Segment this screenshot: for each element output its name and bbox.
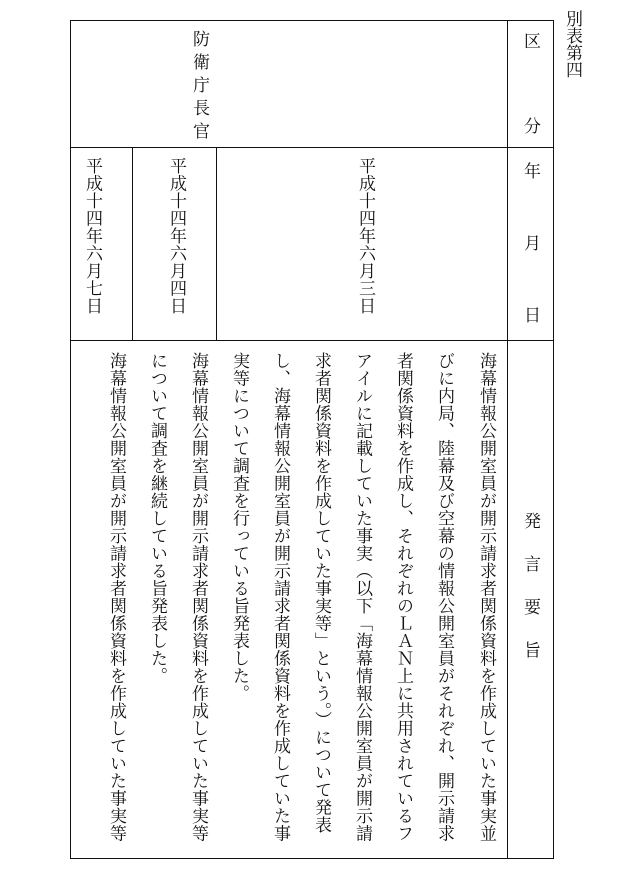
entry-1-line-3: 者関係資料を作成し、それぞれのＬＡＮ上に共用されているフ [393, 352, 413, 842]
entry-3-line-1: 海幕情報公開室員が開示請求者関係資料を作成していた事実等 [106, 352, 126, 842]
table-bottom-border [70, 858, 554, 859]
entry-1-line-2: びに内局、陸幕及び空幕の情報公開室員がそれぞれ、開示請求 [434, 352, 454, 842]
date-divider-1 [216, 147, 217, 340]
entry-1-line-7: 実等について調査を行っている旨発表した。 [229, 352, 249, 702]
date-row-divider [70, 340, 554, 341]
header-kubun-char-2: 分 [520, 117, 540, 134]
table-top-border [70, 20, 554, 21]
entry-date-3: 平成十四年六月七日 [82, 157, 102, 315]
entry-date-2: 平成十四年六月四日 [166, 157, 186, 315]
entry-2-line-2: について調査を継続している旨発表した。 [147, 352, 167, 685]
speaker-row-divider [70, 147, 554, 148]
entry-1-line-5: 求者関係資料を作成していた事実等」という。）について発表 [311, 352, 331, 834]
page-title: 別表第四 [562, 10, 582, 78]
table-left-border [70, 20, 71, 858]
entry-2-line-1: 海幕情報公開室員が開示請求者関係資料を作成していた事実等 [188, 352, 208, 842]
speaker-name: 防衛庁長官 [189, 30, 209, 145]
date-divider-2 [132, 147, 133, 340]
header-column-divider [507, 20, 508, 858]
entry-date-1: 平成十四年六月三日 [355, 157, 375, 315]
header-hatsugen-youshi: 発言要旨 [520, 512, 540, 684]
header-month-char: 月 [520, 234, 540, 251]
header-day-char: 日 [520, 306, 540, 323]
header-year-char: 年 [520, 162, 540, 179]
entry-1-line-1: 海幕情報公開室員が開示請求者関係資料を作成していた事実並 [476, 352, 496, 842]
entry-1-line-4: アイルに記載していた事実（以下「海幕情報公開室員が開示請 [352, 352, 372, 842]
header-kubun-char-1: 区 [520, 32, 540, 49]
table-right-border [553, 20, 554, 858]
entry-1-line-6: し、海幕情報公開室員が開示請求者関係資料を作成していた事 [270, 352, 290, 842]
